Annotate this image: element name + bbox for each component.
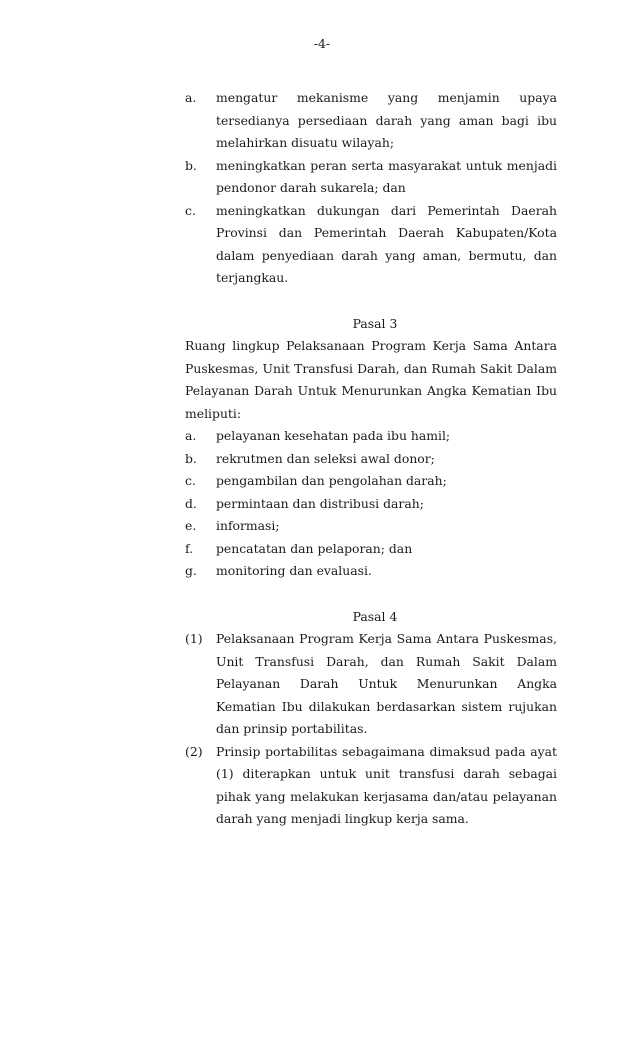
list-item-label: c.: [185, 473, 196, 488]
list-item: [185, 87, 557, 155]
list-item: [185, 200, 557, 290]
list-item-text: permintaan dan distribusi darah;: [216, 495, 424, 511]
list-item: [185, 493, 557, 516]
list-item-label: f.: [185, 540, 194, 556]
list-item: [185, 515, 557, 538]
list-item: [185, 448, 557, 471]
list-item-label: b.: [185, 450, 197, 466]
list-item-label: g.: [185, 563, 197, 578]
list-item-label: (2): [185, 743, 203, 759]
list-item-label: a.: [185, 90, 197, 105]
list-item-text: pencatatan dan pelaporan; dan: [216, 540, 413, 556]
list-item: [185, 470, 557, 493]
list-item: [185, 155, 557, 200]
list-item: [185, 560, 557, 583]
list-item: [185, 425, 557, 448]
section-heading-pasal-4: Pasal 4: [352, 608, 398, 624]
list-item-text: informasi;: [216, 518, 280, 533]
list-item-text: monitoring dan evaluasi.: [216, 563, 372, 578]
list-item-text: Prinsip portabilitas sebagaimana dimaksud pada ayat (1) diterapkan untuk unit transfusi darah sebagai pihak yang melakukan kerjasama dan/atau pelayanan darah yang menjadi lingkup kerja sama.: [216, 743, 557, 826]
list-item: [185, 538, 557, 561]
list-item-text: pelayanan kesehatan pada ibu hamil;: [216, 428, 451, 443]
list-item-text: Pelaksanaan Program Kerja Sama Antara Puskesmas, Unit Transfusi Darah, dan Rumah Sakit Dalam Pelayanan Darah Untuk Menurunkan Angka Kematian Ibu dilakukan berdasarkan sistem rujukan dan prinsip portabilitas.: [216, 631, 557, 736]
list-item-text: meningkatkan dukungan dari Pemerintah Daerah Provinsi dan Pemerintah Daerah Kabupaten/Kota dalam penyediaan darah yang aman, bermutu, dan terjangkau.: [216, 202, 557, 285]
list-item-label: (1): [185, 631, 203, 646]
list-item-label: b.: [185, 157, 197, 173]
list-item-text: pengambilan dan pengolahan darah;: [216, 473, 447, 488]
list-item-label: d.: [185, 495, 197, 511]
list-item: [185, 628, 557, 741]
list-item-text: rekrutmen dan seleksi awal donor;: [216, 450, 435, 466]
section-heading-pasal-3: Pasal 3: [352, 315, 398, 331]
list-item-label: c.: [185, 202, 196, 218]
list-item: [185, 741, 557, 831]
page-number: -4-: [313, 36, 331, 51]
document-body: [185, 87, 557, 831]
list-item-text: meningkatkan peran serta masyarakat untuk menjadi pendonor darah sukarela; dan: [216, 157, 557, 195]
list-item-label: a.: [185, 428, 197, 443]
pasal-3-intro: Ruang lingkup Pelaksanaan Program Kerja Sama Antara Puskesmas, Unit Transfusi Darah, dan Rumah Sakit Dalam Pelayanan Darah Untuk Menurunkan Angka Kematian Ibu meliputi:: [185, 338, 557, 421]
list-item-text: mengatur mekanisme yang menjamin upaya tersedianya persediaan darah yang aman bagi ibu melahirkan disuatu wilayah;: [216, 90, 557, 150]
list-item-label: e.: [185, 518, 197, 533]
